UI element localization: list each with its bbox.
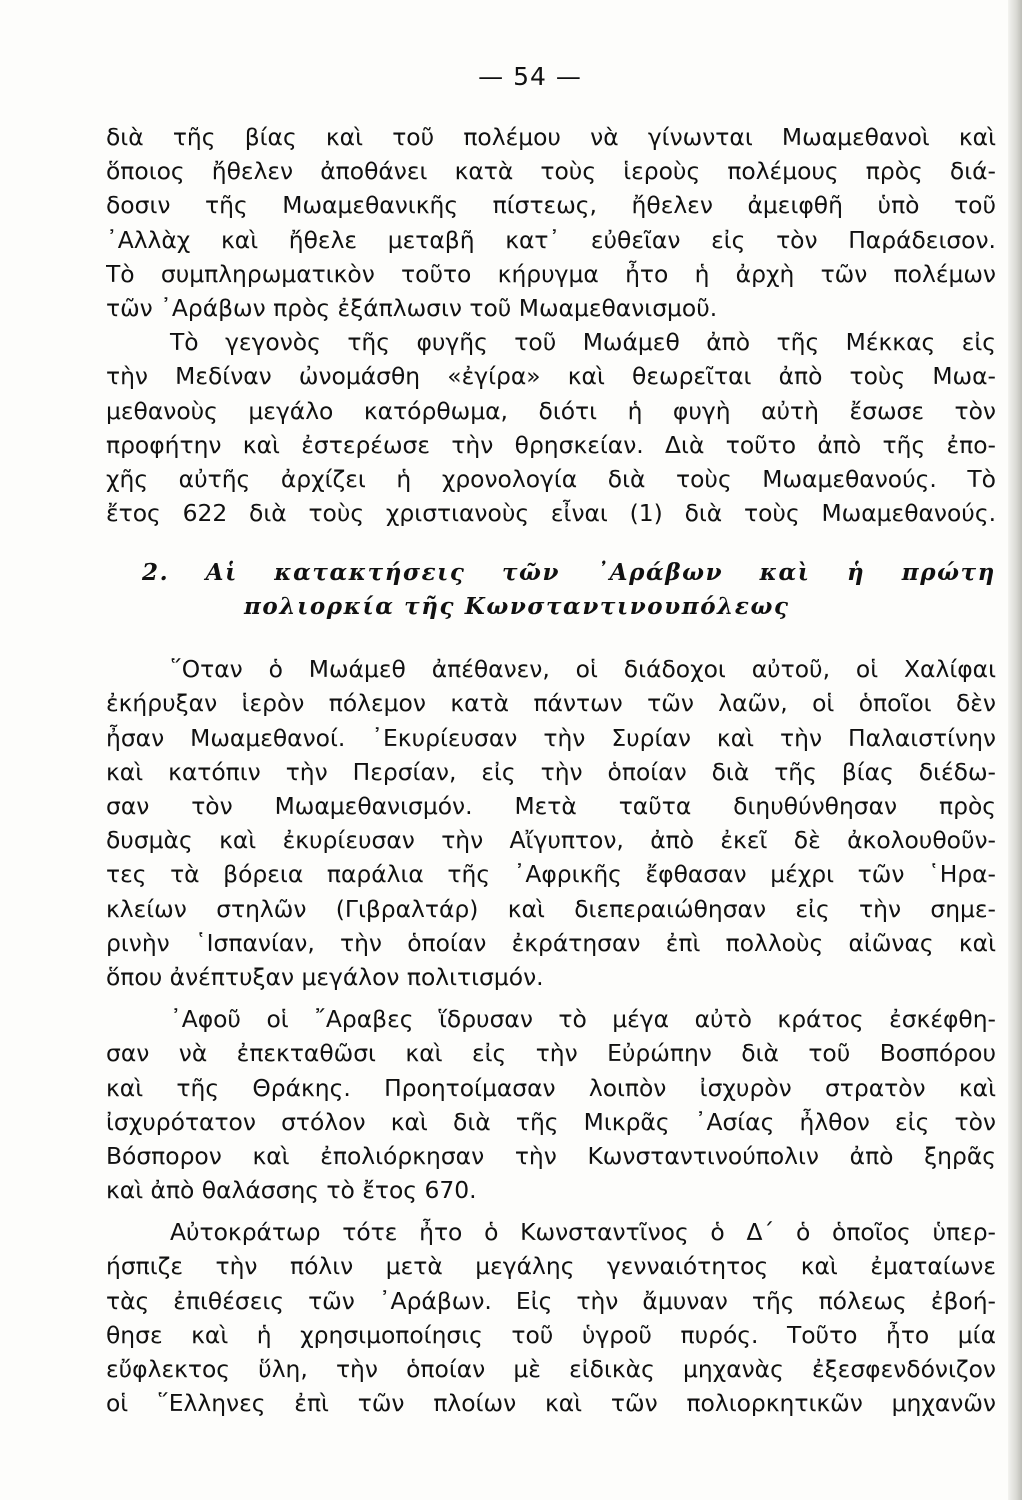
text-line: τες τὰ βόρεια παράλια τῆς ᾿Αφρικῆς ἔφθασαν μέχρι τῶν ῾Ηρα- [106, 860, 996, 889]
paragraph-4 [106, 1002, 996, 1207]
text-line: καὶ κατόπιν τὴν Περσίαν, εἰς τὴν ὁποίαν διὰ τῆς βίας διέδω- [106, 757, 996, 786]
section-heading [106, 556, 996, 624]
text-line: οἱ ῞Ελληνες ἐπὶ τῶν πλοίων καὶ τῶν πολιορκητικῶν μηχανῶν [106, 1389, 996, 1418]
text-line: κλείων στηλῶν (Γιβραλτάρ) καὶ διεπεραιώθησαν εἰς τὴν σημε- [106, 894, 996, 923]
text-line: ὅπου ἀνέπτυξαν μεγάλον πολιτισμόν. [106, 962, 544, 991]
text-line: ᾿Αφοῦ οἱ ῎Αραβες ἵδρυσαν τὸ μέγα αὐτὸ κράτος ἐσκέφθη- [170, 1005, 996, 1034]
text-line: σαν νὰ ἐπεκταθῶσι καὶ εἰς τὴν Εὐρώπην διὰ τοῦ Βοσπόρου [106, 1039, 996, 1068]
text-line: καὶ τῆς Θράκης. Προητοίμασαν λοιπὸν ἰσχυρὸν στρατὸν καὶ [106, 1073, 996, 1102]
heading-line: 2. Αἱ κατακτήσεις τῶν ᾿Αράβων καὶ ἡ πρώτη [142, 559, 996, 587]
text-line: τῶν ᾿Αράβων πρὸς ἐξάπλωσιν τοῦ Μωαμεθανισμοῦ. [106, 293, 718, 322]
text-line: τὰς ἐπιθέσεις τῶν ᾿Αράβων. Εἰς τὴν ἄμυναν τῆς πόλεως ἐβοή- [106, 1286, 996, 1315]
text-line: χῆς αὐτῆς ἀρχίζει ἡ χρονολογία διὰ τοὺς Μωαμεθανούς. Τὸ [106, 464, 996, 493]
text-line: Αὐτοκράτωρ τότε ἦτο ὁ Κωνσταντῖνος ὁ Δ΄ ὁ ὁποῖος ὑπερ- [170, 1218, 996, 1247]
text-line: Βόσπορον καὶ ἐπολιόρκησαν τὴν Κωνσταντινούπολιν ἀπὸ ξηρᾶς [106, 1141, 996, 1170]
text-line: μεθανοὺς μεγάλο κατόρθωμα, διότι ἡ φυγὴ αὐτὴ ἔσωσε τὸν [106, 396, 996, 425]
paragraph-3 [106, 652, 996, 994]
text-line: ἐκήρυξαν ἱερὸν πόλεμον κατὰ πάντων τῶν λαῶν, οἱ ὁποῖοι δὲν [106, 689, 996, 718]
text-line: ὅποιος ἤθελεν ἀποθάνει κατὰ τοὺς ἱεροὺς πολέμους πρὸς διά- [106, 157, 996, 186]
page-spine-shadow [1008, 0, 1022, 1500]
paragraph-gap [106, 1207, 996, 1215]
paragraph-gap [106, 994, 996, 1002]
text-line: ρινὴν ῾Ισπανίαν, τὴν ὁποίαν ἐκράτησαν ἐπὶ πολλοὺς αἰῶνας καὶ [106, 928, 996, 957]
text-line: ῞Οταν ὁ Μωάμεθ ἀπέθανεν, οἱ διάδοχοι αὐτοῦ, οἱ Χαλίφαι [170, 655, 996, 684]
text-line: διὰ τῆς βίας καὶ τοῦ πολέμου νὰ γίνωνται Μωαμεθανοὶ καὶ [106, 123, 996, 151]
paragraph-1 [106, 120, 996, 325]
text-line: ᾿Αλλὰχ καὶ ἤθελε μεταβῆ κατ᾿ εὐθεῖαν εἰς τὸν Παράδεισον. [106, 225, 996, 254]
text-line: καὶ ἀπὸ θαλάσσης τὸ ἔτος 670. [106, 1176, 477, 1205]
text-line: σαν τὸν Μωαμεθανισμόν. Μετὰ ταῦτα διηυθύνθησαν πρὸς [106, 792, 996, 820]
text-line: δυσμὰς καὶ ἐκυρίευσαν τὴν Αἴγυπτον, ἀπὸ ἐκεῖ δὲ ἀκολουθοῦν- [106, 826, 996, 855]
paragraph-2 [106, 325, 996, 530]
text-line: δοσιν τῆς Μωαμεθανικῆς πίστεως, ἤθελεν ἀμειφθῆ ὑπὸ τοῦ [106, 191, 996, 220]
text-line: τὴν Μεδίναν ὠνομάσθη «ἐγίρα» καὶ θεωρεῖται ἀπὸ τοὺς Μωα- [106, 362, 996, 391]
page-number: — 54 — [478, 62, 582, 91]
text-line: Τὸ συμπληρωματικὸν τοῦτο κήρυγμα ἦτο ἡ ἀρχὴ τῶν πολέμων [106, 259, 996, 288]
text-line: προφήτην καὶ ἐστερέωσε τὴν θρησκείαν. Διὰ τοῦτο ἀπὸ τῆς ἐπο- [106, 430, 996, 459]
text-line: θησε καὶ ἡ χρησιμοποίησις τοῦ ὑγροῦ πυρός. Τοῦτο ἦτο μία [106, 1320, 996, 1349]
text-line: ἦσαν Μωαμεθανοί. ᾿Εκυρίευσαν τὴν Συρίαν καὶ τὴν Παλαιστίνην [106, 723, 996, 752]
paragraph-5 [106, 1215, 996, 1420]
text-line: εὔφλεκτος ὕλη, τὴν ὁποίαν μὲ εἰδικὰς μηχανὰς ἐξεσφενδόνιζον [106, 1355, 996, 1383]
text-line: ἔτος 622 διὰ τοὺς χριστιανοὺς εἶναι (1) διὰ τοὺς Μωαμεθανούς. [106, 499, 996, 528]
text-line: Τὸ γεγονὸς τῆς φυγῆς τοῦ Μωάμεθ ἀπὸ τῆς Μέκκας εἰς [170, 328, 996, 357]
text-line: ήσπιζε τὴν πόλιν μετὰ μεγάλης γενναιότητος καὶ ἐματαίωνε [106, 1252, 996, 1281]
text-line: ἰσχυρότατον στόλον καὶ διὰ τῆς Μικρᾶς ᾿Ασίας ἦλθον εἰς τὸν [106, 1107, 996, 1136]
heading-line: πολιορκία τῆς Κωνσταντινουπόλεως [244, 593, 790, 621]
body-text [106, 120, 996, 1420]
